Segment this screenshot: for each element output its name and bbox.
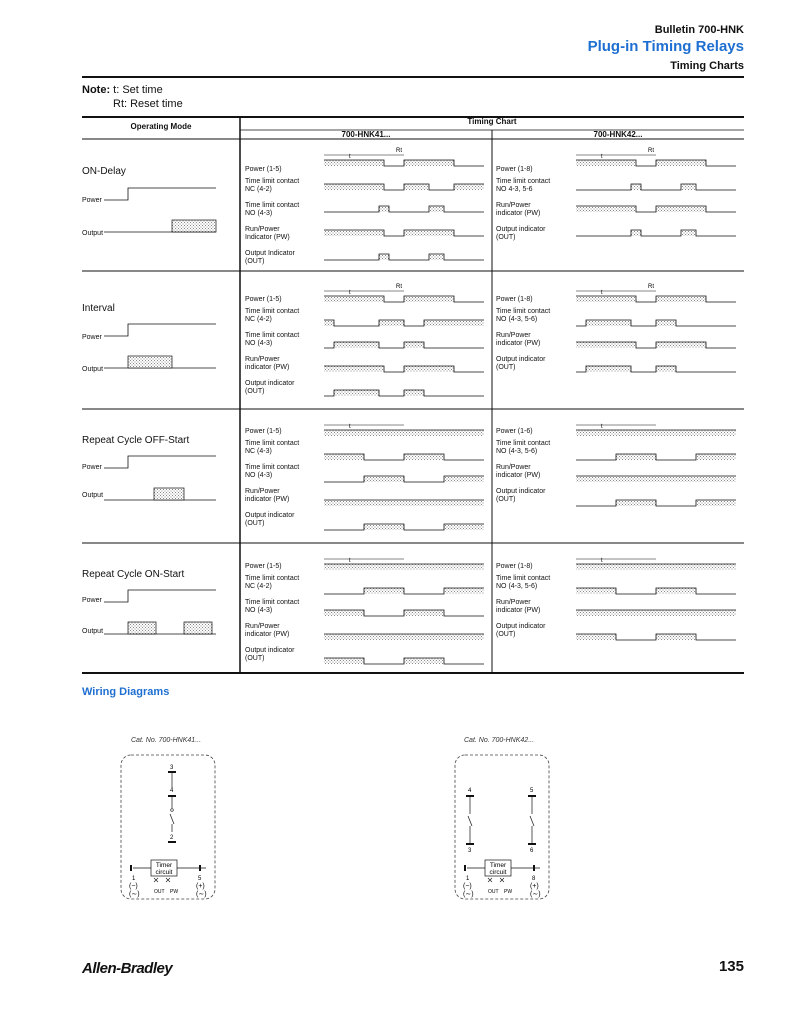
wave-42-fill <box>656 588 696 594</box>
pw-label-b: PW <box>504 889 513 895</box>
pin-6b: 6 <box>530 848 534 854</box>
note-label: Note: <box>82 84 111 96</box>
wave-42-fill <box>681 184 696 190</box>
wiring-diagram-41 <box>118 752 218 902</box>
signal-label: (OUT) <box>245 258 265 265</box>
mode-on-delay: ON-Delay <box>82 166 126 177</box>
wave-41-fill <box>424 320 484 326</box>
signal-label: (OUT) <box>496 234 516 241</box>
rt-marker: Rt <box>396 148 402 154</box>
pin-3: 3 <box>170 765 174 771</box>
signal-label: Power (1-5) <box>245 296 282 303</box>
wave-41-fill <box>454 184 484 190</box>
signal-label: Time limit contact <box>245 575 300 582</box>
wave-42 <box>576 230 736 236</box>
t-marker: t <box>601 558 603 564</box>
col-700-hnk42: 700-HNK42... <box>593 130 643 139</box>
signal-label: Output indicator <box>245 380 295 387</box>
mode-power-wave <box>104 324 216 336</box>
note-line2: Rt: Reset time <box>113 98 183 110</box>
wave-41-fill <box>404 230 454 236</box>
svg-text:(+): (+) <box>196 883 205 890</box>
mode-repeat-off-start: Repeat Cycle OFF-Start <box>82 435 190 446</box>
wave-41-fill <box>404 610 444 616</box>
wave-42-fill <box>656 342 706 348</box>
wave-41-fill <box>404 296 454 302</box>
svg-text:(∼): (∼) <box>530 891 541 898</box>
operating-mode-header: Operating Mode <box>130 122 192 131</box>
t-marker: t <box>349 558 351 564</box>
wave-42-fill <box>576 430 736 436</box>
signal-label: Time limit contact <box>245 178 300 185</box>
wave-41-fill <box>324 430 484 436</box>
wave-42-fill <box>616 454 656 460</box>
timer-label-3: Timer <box>489 862 507 869</box>
pin-8b: 8 <box>532 876 536 882</box>
wave-41-fill <box>404 342 424 348</box>
pin-2: 2 <box>170 835 174 841</box>
wave-41-fill <box>324 500 484 506</box>
wave-41-fill <box>324 230 384 236</box>
signal-label: Time limit contact <box>496 178 551 185</box>
wave-41-fill <box>324 658 364 664</box>
mode-repeat-on-start: Repeat Cycle ON-Start <box>82 569 185 580</box>
signal-label: Run/Power <box>245 623 280 630</box>
signal-label: (OUT) <box>245 520 265 527</box>
signal-label: (OUT) <box>245 655 265 662</box>
t-marker: t <box>601 424 603 430</box>
wave-42-fill <box>576 610 736 616</box>
signal-label: Indicator (PW) <box>245 234 290 241</box>
col-700-hnk41: 700-HNK41... <box>341 130 391 139</box>
wave-41-fill <box>429 206 444 212</box>
wave-41-fill <box>364 476 404 482</box>
wave-41-fill <box>324 564 484 570</box>
wave-42-fill <box>656 634 696 640</box>
signal-label: indicator (PW) <box>496 607 541 614</box>
wave-42-fill <box>656 206 706 212</box>
wave-41-fill <box>324 296 384 302</box>
signal-label: Output indicator <box>245 647 295 654</box>
signal-label: Run/Power <box>496 464 531 471</box>
mode-on-delay-power: Power <box>82 197 102 204</box>
wave-42-fill <box>576 206 636 212</box>
signal-label: Output indicator <box>245 512 295 519</box>
svg-text:(−): (−) <box>129 883 138 890</box>
wave-42-fill <box>586 366 631 372</box>
signal-label: Power (1-5) <box>245 428 282 435</box>
signal-label: indicator (PW) <box>245 631 290 638</box>
mode-repeat-off-start-output: Output <box>82 492 104 499</box>
signal-label: Output indicator <box>496 623 546 630</box>
signal-label: NC (4-3) <box>245 448 272 455</box>
timer-label-4: circuit <box>489 869 507 876</box>
signal-label: indicator (PW) <box>245 364 290 371</box>
out-label: OUT <box>154 889 165 895</box>
signal-label: Power (1-8) <box>496 166 533 173</box>
signal-label: Time limit contact <box>245 599 300 606</box>
wave-42-fill <box>631 184 641 190</box>
timing-chart-header: Timing Chart <box>467 117 517 126</box>
wave-42-fill <box>576 634 616 640</box>
wave-42-fill <box>656 160 706 166</box>
signal-label: Output indicator <box>496 226 546 233</box>
svg-text:(+): (+) <box>530 883 539 890</box>
signal-label: Output indicator <box>496 356 546 363</box>
wave-42-fill <box>576 564 736 570</box>
wave-41-fill <box>324 320 334 326</box>
out-label-b: OUT <box>488 889 499 895</box>
mode-output-pulse <box>172 220 216 232</box>
signal-label: (OUT) <box>496 364 516 371</box>
wave-42-fill <box>696 500 736 506</box>
pin-5: 5 <box>198 876 202 882</box>
t-marker: t <box>349 154 351 160</box>
wave-41-fill <box>324 634 484 640</box>
rt-marker: Rt <box>648 284 654 290</box>
pin-4b: 4 <box>468 788 472 794</box>
mode-repeat-on-start-power: Power <box>82 597 102 604</box>
wiring-diagram-42 <box>452 752 552 902</box>
wave-41-fill <box>364 588 404 594</box>
wave-42-fill <box>631 230 641 236</box>
signal-label: (OUT) <box>496 631 516 638</box>
signal-label: Output Indicator <box>245 250 295 257</box>
signal-label: Power (1-8) <box>496 563 533 570</box>
wave-42-fill <box>656 296 706 302</box>
signal-label: Time limit contact <box>496 440 551 447</box>
mode-power-wave <box>104 188 216 200</box>
mode-interval: Interval <box>82 303 115 314</box>
pin-3b: 3 <box>468 848 472 854</box>
signal-label: NO (4-3, 5-6) <box>496 583 538 590</box>
signal-label: Time limit contact <box>245 440 300 447</box>
signal-label: Time limit contact <box>245 308 300 315</box>
signal-label: Power (1-5) <box>245 563 282 570</box>
signal-label: Output indicator <box>496 488 546 495</box>
wave-42-fill <box>616 500 656 506</box>
rt-marker: Rt <box>396 284 402 290</box>
wave-42-fill <box>696 454 736 460</box>
wave-41-fill <box>324 184 384 190</box>
wave-41-fill <box>364 524 404 530</box>
wave-41-fill <box>444 588 484 594</box>
wave-41-fill <box>324 160 384 166</box>
signal-label: Time limit contact <box>245 464 300 471</box>
timing-chart-table <box>82 114 744 676</box>
timer-label-1: Timer <box>155 862 173 869</box>
wave-41-fill <box>404 366 454 372</box>
pw-label: PW <box>170 889 179 895</box>
page-title: Plug-in Timing Relays <box>587 38 744 55</box>
bulletin-label: Bulletin 700-HNK <box>654 24 744 36</box>
wave-42-fill <box>586 320 631 326</box>
note <box>82 83 183 111</box>
signal-label: Run/Power <box>245 488 280 495</box>
signal-label: (OUT) <box>496 496 516 503</box>
wave-41 <box>324 254 484 260</box>
svg-text:(∼): (∼) <box>463 891 474 898</box>
mode-interval-output: Output <box>82 366 104 373</box>
wave-41-fill <box>404 454 444 460</box>
wave-41-fill <box>429 254 444 260</box>
mode-repeat-off-start-power: Power <box>82 464 102 471</box>
signal-label: Power (1-6) <box>496 428 533 435</box>
wave-42-fill <box>576 296 636 302</box>
signal-label: NC (4-2) <box>245 186 272 193</box>
wave-41-fill <box>324 610 364 616</box>
signal-label: Run/Power <box>245 356 280 363</box>
page-number: 135 <box>718 958 744 975</box>
page-subtitle: Timing Charts <box>670 60 744 72</box>
wave-41 <box>324 206 484 212</box>
wave-42-fill <box>576 476 736 482</box>
signal-label: NO (4-3) <box>245 472 273 479</box>
signal-label: Run/Power <box>496 599 531 606</box>
signal-label: Run/Power <box>496 332 531 339</box>
signal-label: Time limit contact <box>245 332 300 339</box>
note-line1: t: Set time <box>113 84 163 96</box>
wave-41-fill <box>324 366 384 372</box>
signal-label: indicator (PW) <box>496 210 541 217</box>
wave-41-fill <box>404 658 444 664</box>
wave-42-fill <box>576 342 636 348</box>
mode-repeat-on-start-output: Output <box>82 628 104 635</box>
signal-label: Run/Power <box>496 202 531 209</box>
signal-label: indicator (PW) <box>496 472 541 479</box>
signal-label: Power (1-8) <box>496 296 533 303</box>
signal-label: Time limit contact <box>496 308 551 315</box>
wave-41-fill <box>444 476 484 482</box>
wave-42-fill <box>576 160 636 166</box>
wave-41-fill <box>404 184 429 190</box>
wave-41-fill <box>379 206 389 212</box>
mode-output-pulse <box>128 622 156 634</box>
mode-power-wave <box>104 456 216 468</box>
signal-label: Time limit contact <box>496 575 551 582</box>
wave-42-fill <box>656 320 676 326</box>
mode-output-pulse <box>184 622 212 634</box>
t-marker: t <box>349 290 351 296</box>
wiring-diagrams-title: Wiring Diagrams <box>82 686 170 698</box>
signal-label: NO (4-3) <box>245 210 273 217</box>
mode-power-wave <box>104 590 216 602</box>
wave-42-fill <box>681 230 696 236</box>
wiring-cat-41: Cat. No. 700-HNK41... <box>131 737 202 744</box>
timer-label-2: circuit <box>155 869 173 876</box>
mode-on-delay-output: Output <box>82 230 104 237</box>
signal-label: NC (4-2) <box>245 316 272 323</box>
mode-output-pulse <box>154 488 184 500</box>
header-rule <box>82 76 744 78</box>
svg-text:(∼): (∼) <box>129 891 140 898</box>
pin-4: 4 <box>170 788 174 794</box>
wave-41-fill <box>444 524 484 530</box>
signal-label: Run/Power <box>245 226 280 233</box>
signal-label: NO (4-3) <box>245 340 273 347</box>
svg-text:(−): (−) <box>463 883 472 890</box>
wave-41-fill <box>404 160 454 166</box>
wave-42-fill <box>656 366 676 372</box>
wave-41-fill <box>324 454 364 460</box>
signal-label: (OUT) <box>245 388 265 395</box>
pin-1: 1 <box>132 876 136 882</box>
wave-41-fill <box>379 320 404 326</box>
wave-41-fill <box>404 390 424 396</box>
rt-marker: Rt <box>648 148 654 154</box>
signal-label: NO (4-3) <box>245 607 273 614</box>
wiring-cat-42: Cat. No. 700-HNK42... <box>464 737 535 744</box>
signal-label: NC (4-2) <box>245 583 272 590</box>
svg-text:(∼): (∼) <box>196 891 207 898</box>
signal-label: Power (1-5) <box>245 166 282 173</box>
t-marker: t <box>349 424 351 430</box>
signal-label: NO 4-3, 5-6 <box>496 186 533 193</box>
wave-41-fill <box>379 254 389 260</box>
mode-output-pulse <box>128 356 172 368</box>
wave-42 <box>576 184 736 190</box>
signal-label: Time limit contact <box>245 202 300 209</box>
signal-label: indicator (PW) <box>245 496 290 503</box>
brand-logo: Allen-Bradley <box>82 960 173 977</box>
pin-1b: 1 <box>466 876 470 882</box>
t-marker: t <box>601 154 603 160</box>
wave-41-fill <box>334 390 379 396</box>
t-marker: t <box>601 290 603 296</box>
signal-label: NO (4-3, 5-6) <box>496 448 538 455</box>
pin-5b: 5 <box>530 788 534 794</box>
signal-label: NO (4-3, 5-6) <box>496 316 538 323</box>
wave-41-fill <box>334 342 379 348</box>
signal-label: indicator (PW) <box>496 340 541 347</box>
mode-interval-power: Power <box>82 334 102 341</box>
wave-42-fill <box>576 588 616 594</box>
